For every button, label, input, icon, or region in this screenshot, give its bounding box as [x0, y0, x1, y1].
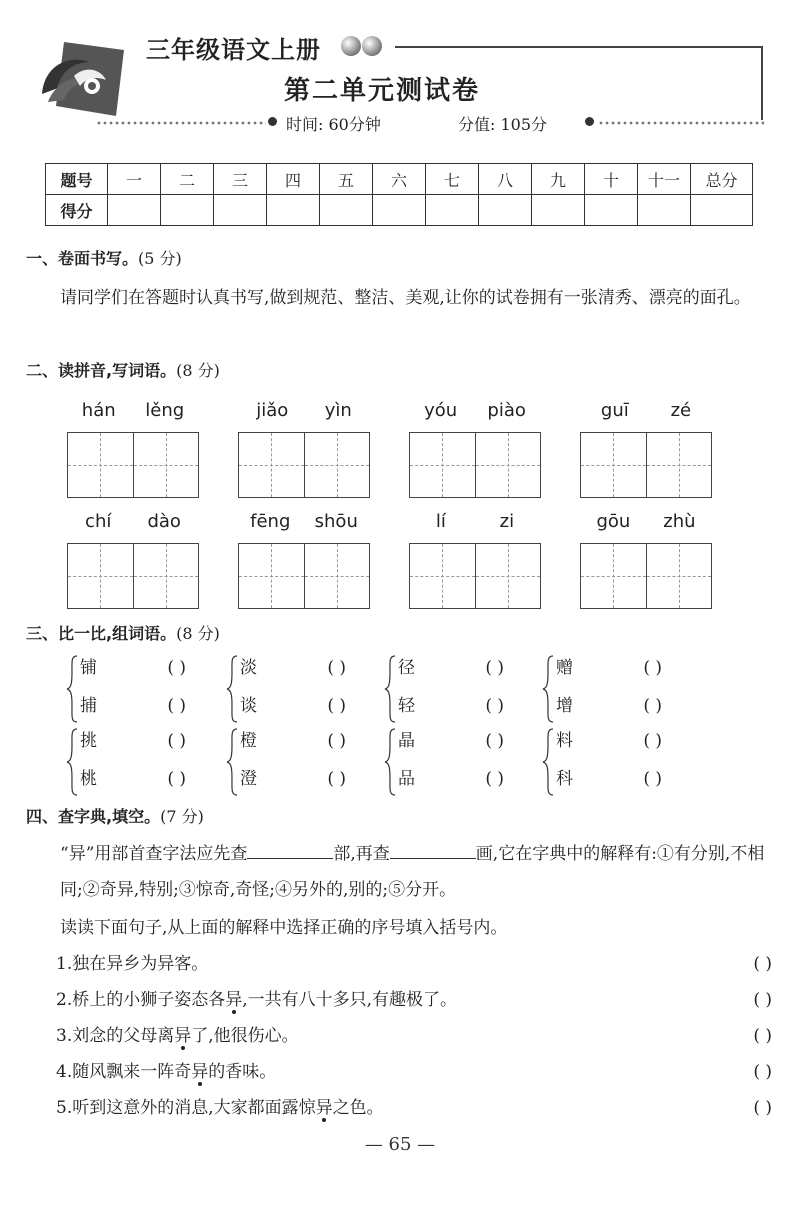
- writing-grid[interactable]: [67, 432, 199, 498]
- divider-dot: [268, 117, 277, 126]
- compare-char: 桃: [80, 769, 97, 789]
- writing-grid[interactable]: [580, 432, 712, 498]
- score-table-header-row: [46, 164, 753, 195]
- table-cell: 二: [161, 164, 214, 195]
- compare-pair: [384, 654, 504, 724]
- pinyin-syllable: chí: [85, 511, 112, 532]
- header-rule: [395, 46, 763, 48]
- table-cell: 七: [426, 164, 479, 195]
- marked-char: 异: [191, 1062, 209, 1082]
- pinyin-syllable: gōu: [596, 511, 631, 532]
- answer-paren[interactable]: ( ): [485, 769, 504, 789]
- table-cell: 六: [373, 164, 426, 195]
- score-input-cell[interactable]: [585, 195, 638, 226]
- marked-char: 异: [106, 954, 124, 974]
- test-title: 第二单元测试卷: [284, 76, 481, 106]
- marked-char: 异: [174, 1026, 192, 1046]
- compare-char: 捕: [80, 696, 97, 716]
- series-title: 三年级语文上册: [146, 36, 321, 64]
- sentence-text: 4.随风飘来一阵奇: [56, 1062, 192, 1082]
- section-3-title: [26, 621, 220, 644]
- pinyin-syllable: piào: [487, 400, 526, 421]
- sentence-item: [56, 1054, 772, 1090]
- answer-paren[interactable]: ( ): [327, 769, 346, 789]
- table-cell: 得分: [46, 195, 108, 226]
- writing-grid[interactable]: [409, 543, 541, 609]
- publisher-logo-icon: [34, 36, 126, 122]
- score-input-cell[interactable]: [532, 195, 585, 226]
- table-cell: 五: [320, 164, 373, 195]
- section-points: (7 分): [160, 807, 204, 826]
- table-cell: 十: [585, 164, 638, 195]
- answer-paren[interactable]: ( ): [643, 658, 662, 678]
- header-vertical-rule: [761, 46, 763, 120]
- compare-char: 晶: [398, 731, 415, 751]
- brace-icon: [226, 654, 238, 724]
- score-table-score-row: [46, 195, 753, 226]
- score-input-cell[interactable]: [426, 195, 479, 226]
- compare-char: 增: [556, 696, 573, 716]
- answer-paren[interactable]: ( ): [643, 696, 662, 716]
- marked-char: 异: [225, 990, 243, 1010]
- answer-paren[interactable]: ( ): [167, 769, 186, 789]
- score-input-cell[interactable]: [267, 195, 320, 226]
- pinyin-group: [67, 511, 199, 609]
- compare-pair: [226, 654, 346, 724]
- score-input-cell[interactable]: [691, 195, 753, 226]
- compare-char: 淡: [240, 658, 257, 678]
- compare-pair: [542, 654, 662, 724]
- brace-icon: [384, 654, 396, 724]
- compare-char: 谈: [240, 696, 257, 716]
- section-title-text: 三、比一比,组词语。: [26, 624, 177, 643]
- brace-icon: [66, 654, 78, 724]
- sentence-text: 2.桥上的小狮子姿态各: [56, 990, 226, 1010]
- sentence-text: 了,他很伤心。: [191, 1026, 299, 1046]
- pinyin-syllable: shōu: [314, 511, 358, 532]
- stroke-count-blank[interactable]: [390, 839, 476, 859]
- compare-char: 科: [556, 769, 573, 789]
- answer-paren[interactable]: ( ): [167, 696, 186, 716]
- answer-paren[interactable]: ( ): [643, 731, 662, 751]
- brace-icon: [66, 727, 78, 797]
- score-input-cell[interactable]: [320, 195, 373, 226]
- table-cell: 十一: [638, 164, 691, 195]
- brace-icon: [226, 727, 238, 797]
- answer-paren[interactable]: ( ): [485, 658, 504, 678]
- sentence-item: [56, 946, 772, 982]
- score-input-cell[interactable]: [214, 195, 267, 226]
- table-cell: 八: [479, 164, 532, 195]
- score-input-cell[interactable]: [638, 195, 691, 226]
- pinyin-syllable: lí: [435, 511, 446, 532]
- pinyin-group: [238, 400, 370, 498]
- score-input-cell[interactable]: [108, 195, 161, 226]
- section-4-intro: [26, 836, 776, 908]
- sentence-text: 的香味。: [208, 1062, 277, 1082]
- compare-char: 澄: [240, 769, 257, 789]
- sentence-text: 5.听到这意外的消息,大家都面露惊: [56, 1098, 316, 1118]
- sentence-text: 乡为异客。: [123, 954, 209, 974]
- sentence-text: 之色。: [332, 1098, 384, 1118]
- answer-paren[interactable]: ( ): [485, 696, 504, 716]
- pinyin-group: [580, 400, 712, 498]
- compare-char: 铺: [80, 658, 97, 678]
- pinyin-syllable: dào: [147, 511, 181, 532]
- writing-grid[interactable]: [238, 543, 370, 609]
- pinyin-syllable: fēng: [250, 511, 291, 532]
- section-4-instruction: 读读下面句子,从上面的解释中选择正确的序号填入括号内。: [60, 918, 508, 938]
- compare-pair: [226, 727, 346, 797]
- page-number: — 65 —: [364, 1134, 436, 1155]
- section-4-title: [26, 804, 204, 827]
- brace-icon: [542, 654, 554, 724]
- answer-paren[interactable]: ( ): [753, 1062, 772, 1082]
- score-table: [45, 163, 753, 226]
- divider-dot: [585, 117, 594, 126]
- answer-paren[interactable]: ( ): [643, 769, 662, 789]
- answer-paren[interactable]: ( ): [753, 954, 772, 974]
- answer-paren[interactable]: ( ): [753, 1026, 772, 1046]
- pinyin-syllable: yìn: [324, 400, 352, 421]
- decorative-balls-icon: [340, 35, 396, 57]
- pinyin-syllable: hán: [81, 400, 116, 421]
- sentence-item: [56, 1090, 772, 1126]
- sentence-item: [56, 982, 772, 1018]
- writing-grid[interactable]: [238, 432, 370, 498]
- intro-text: “异”用部首查字法应先查: [60, 844, 248, 864]
- compare-char: 轻: [398, 696, 415, 716]
- answer-paren[interactable]: ( ): [167, 731, 186, 751]
- compare-char: 赠: [556, 658, 573, 678]
- compare-char: 品: [398, 769, 415, 789]
- answer-paren[interactable]: ( ): [753, 1098, 772, 1118]
- answer-paren[interactable]: ( ): [485, 731, 504, 751]
- answer-paren[interactable]: ( ): [327, 696, 346, 716]
- section-title-text: 四、查字典,填空。: [26, 807, 161, 826]
- table-cell: 九: [532, 164, 585, 195]
- compare-char: 径: [398, 658, 415, 678]
- pinyin-group: [67, 400, 199, 498]
- answer-paren[interactable]: ( ): [753, 990, 772, 1010]
- brace-icon: [384, 727, 396, 797]
- pinyin-syllable: guī: [600, 400, 629, 421]
- writing-grid[interactable]: [409, 432, 541, 498]
- answer-paren[interactable]: ( ): [167, 658, 186, 678]
- table-cell: 一: [108, 164, 161, 195]
- compare-pair: [542, 727, 662, 797]
- table-cell: 三: [214, 164, 267, 195]
- writing-grid[interactable]: [580, 543, 712, 609]
- time-label: 时间: 60分钟: [286, 115, 381, 134]
- pinyin-group: [409, 511, 541, 609]
- pinyin-group: [409, 400, 541, 498]
- compare-pair: [384, 727, 504, 797]
- pinyin-group: [238, 511, 370, 609]
- sentence-item: [56, 1018, 772, 1054]
- section-title-text: 二、读拼音,写词语。: [26, 361, 177, 380]
- section-points: (8 分): [176, 361, 220, 380]
- intro-text: 部,再查: [333, 844, 390, 864]
- answer-paren[interactable]: ( ): [327, 731, 346, 751]
- pinyin-syllable: zhù: [663, 511, 696, 532]
- dotted-divider-left: [96, 121, 266, 125]
- radical-blank[interactable]: [247, 839, 333, 859]
- pinyin-syllable: jiǎo: [256, 400, 289, 421]
- compare-char: 料: [556, 731, 573, 751]
- compare-pair: [66, 654, 186, 724]
- marked-char: 异: [315, 1098, 333, 1118]
- compare-char: 挑: [80, 731, 97, 751]
- section-2-title: [26, 358, 220, 381]
- sentence-text: 1.独在: [56, 954, 107, 974]
- sentence-text: ,一共有八十多只,有趣极了。: [242, 990, 458, 1010]
- section-title-text: 一、卷面书写。: [26, 249, 139, 268]
- answer-paren[interactable]: ( ): [327, 658, 346, 678]
- section-1-title: [26, 246, 182, 269]
- score-value-label: 分值: 105分: [458, 115, 548, 134]
- score-input-cell[interactable]: [373, 195, 426, 226]
- table-cell: 题号: [46, 164, 108, 195]
- pinyin-syllable: zé: [670, 400, 692, 421]
- brace-icon: [542, 727, 554, 797]
- writing-grid[interactable]: [67, 543, 199, 609]
- compare-char: 橙: [240, 731, 257, 751]
- section-points: (5 分): [138, 249, 182, 268]
- page-header: [0, 0, 800, 150]
- pinyin-syllable: zi: [499, 511, 515, 532]
- section-points: (8 分): [176, 624, 220, 643]
- pinyin-group: [580, 511, 712, 609]
- sentence-text: 3.刘念的父母离: [56, 1026, 175, 1046]
- dotted-divider-right: [598, 121, 764, 125]
- section-1-text: 请同学们在答题时认真书写,做到规范、整洁、美观,让你的试卷拥有一张清秀、漂亮的面孔。: [60, 288, 751, 308]
- table-cell: 总分: [691, 164, 753, 195]
- pinyin-syllable: yóu: [424, 400, 458, 421]
- score-input-cell[interactable]: [161, 195, 214, 226]
- pinyin-syllable: lěng: [145, 400, 185, 421]
- score-input-cell[interactable]: [479, 195, 532, 226]
- table-cell: 四: [267, 164, 320, 195]
- intro-text: 画,它在字典中的解释有:①有分别,不相同;②奇异,特别;③惊奇,奇怪;④另外的,别的;⑤分开。: [60, 844, 765, 900]
- compare-pair: [66, 727, 186, 797]
